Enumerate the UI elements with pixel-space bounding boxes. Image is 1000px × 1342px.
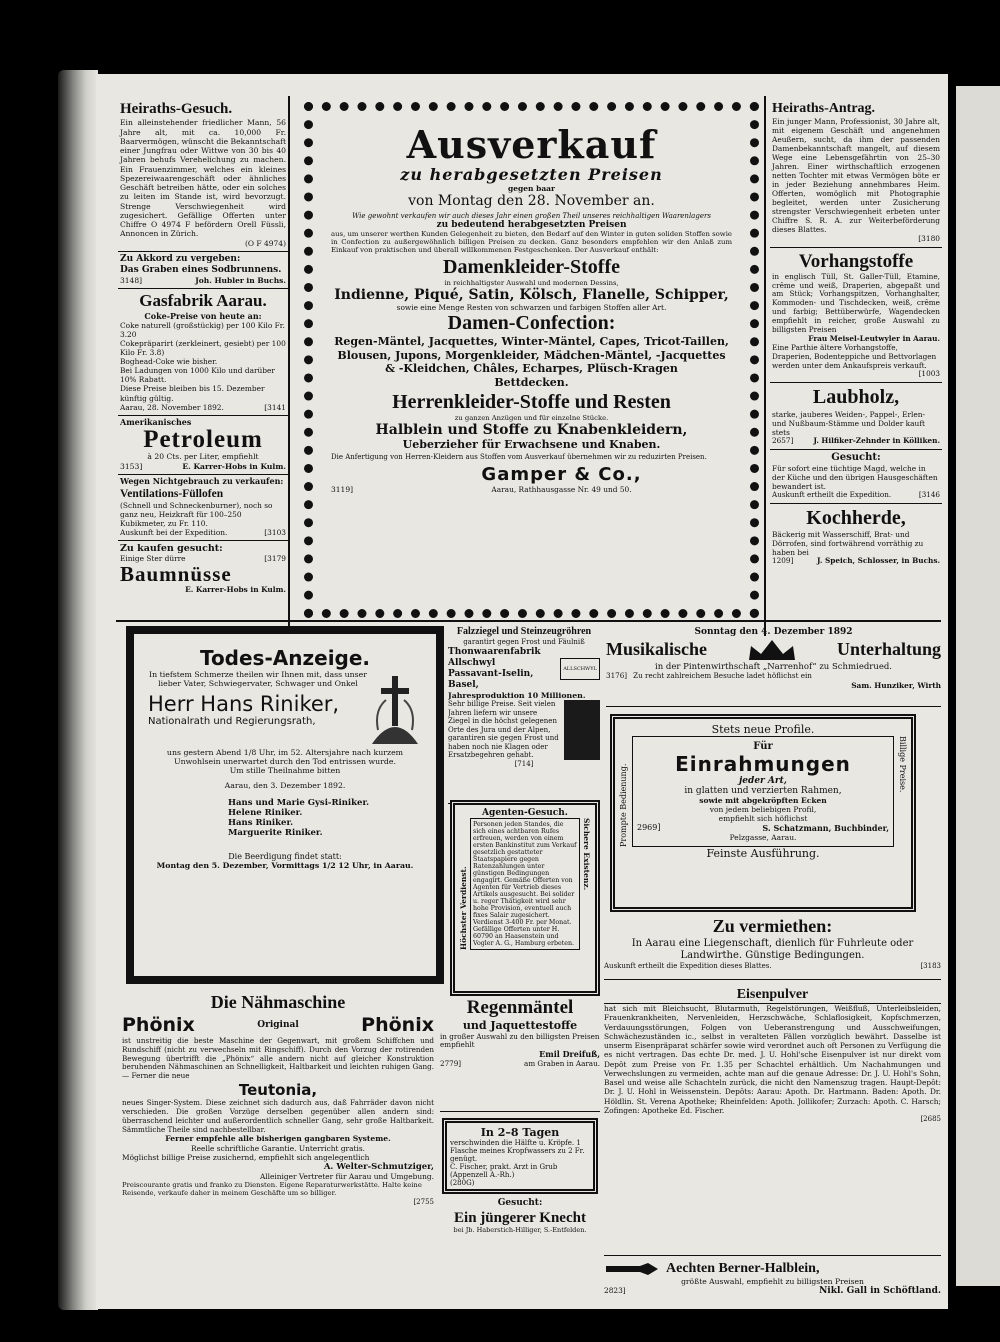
ad-intro2: zu bedeutend herabgesetzten Preisen <box>436 219 627 230</box>
side-label-right: Sichere Existenz. <box>582 818 591 891</box>
left-column <box>118 98 288 620</box>
ad-title: Gesucht: <box>831 451 881 463</box>
ad-num: 3119] <box>331 485 354 495</box>
ad-laubholz <box>770 383 942 449</box>
ad-num: [2685 <box>920 1115 941 1124</box>
ad-date: Aarau, 28. November 1892. <box>120 402 224 412</box>
ad-body3: Ferner empfehle alle bisherigen gangbaren Systeme. <box>165 1134 391 1144</box>
ad-sign: J. Hilfiker-Zehnder in Kölliken. <box>813 435 940 445</box>
heading-herrenkleider: Herrenkleider-Stoffe und Resten <box>392 391 671 414</box>
ad-body: Ein junger Mann, Professionist, 30 Jahre alt, mit eigenem Geschäft und angenehmen Aeußern, sucht, da ihm der passenden Damenbekanntschaft mangelt, auf diesem Wege eine Lebensgefährtin von 25–30 Jahren. Einer wirthschaftlich erzogenen netten Tochter mit etwas Vermögen böte er in jeder Beziehung annehmbares Heim. Offerten, womöglich mit Photographie begleitet, werden unter Zusicherung strengster Verschwiegenheit erbeten unter Chiffre S. R. A. zur Weiterbeförderung dieses Blattes. <box>772 117 940 235</box>
ad-title: Heiraths-Antrag. <box>772 101 876 116</box>
ad-body: hat sich mit Bleichsucht, Blutarmuth, Regelstörungen, Weißfluß, Unterleibsleiden, Frauenkrankheiten, Nervenleiden, Herzschwäche, Schlaflosigkeit, Kopfschmerzen, Verdauungsstörungen, Folgen von Ueberanstrengung und Ausschweifungen, Schwächezuständen ic., selbst in veralteten Fällen vorzüglich bewährt. Dasselbe ist unserm Eisenpräparat schärfer sowie wird verordnet auch oft Personen zu Verfügung die es nicht vertragen. Das echte Dr. med. J. U. Hohl'sche Eisenpulver ist nur direkt vom Depôt zum Preise von Fr. 1.35 per Schachtel erhältlich. Um Nachahmungen und Verwechslungen zu vermeiden, achte man auf die genaue Adresse: Dr. J. U. Hohl's Sohn, Basel und weise alle Schachteln zurück, die nicht den Namenszug tragen. Haupt-Depôt: Dr. J. U. Hohl in Weissenstein. Depôts: Aarau: Apoth. Dr. Hartmann. Baden: Apoth. Dr. Höldlin. St. Verena Apotheke; Rheinfelden: Apoth. Jollikofer; Zurzach: Apoth. C. Harsch; Zofingen: Apotheke Ed. Fischer. <box>604 1004 941 1115</box>
ad-num: [3146 <box>918 490 940 500</box>
ad-kropf <box>442 1118 598 1194</box>
item-line: Bettdecken. <box>494 376 569 390</box>
ad-gasfabrik <box>118 289 288 416</box>
ad-sign: S. Schatzmann, Buchbinder, <box>762 823 889 833</box>
ad-falzziegel <box>448 626 600 804</box>
ad-einrahmungen <box>610 714 916 912</box>
ad-body: In Aarau eine Liegenschaft, dienlich für Fuhrleute oder Landwirthe. Günstige Bedingungen. <box>631 937 914 962</box>
ad-body5: Möglichst billige Preise zusichernd, empfiehlt sich angelegentlich <box>122 1152 370 1162</box>
ad-line: Bei Ladungen von 1000 Kilo und darüber 10% Rabatt. <box>120 366 275 385</box>
side-label-left: Höchster Verdienst. <box>459 866 468 950</box>
ad-num: [714] <box>514 760 534 769</box>
ad-role: Nationalrath und Regierungsrath, <box>148 716 316 727</box>
item-line: Die Anfertigung von Herren-Kleidern aus Stoffen vom Ausverkauf übernehmen wir zu reduzirten Preisen. <box>331 453 707 462</box>
ad-body4: Reelle schriftliche Garantie. Unterricht gratis. <box>191 1143 365 1153</box>
ad-title2: und Jaquettestoffe <box>462 1019 578 1033</box>
ad-production: Jahresproduktion 10 Millionen. <box>448 690 586 700</box>
ad-title: Laubholz, <box>812 386 900 409</box>
ad-intro: Wie gewohnt verkaufen wir auch dieses Jahr einen großen Theil unseres reichhaltigen Waarenlagers <box>352 211 711 220</box>
ad-body3: von jedem beliebigen Profil, <box>709 805 817 814</box>
ad-num: [3141 <box>264 402 286 412</box>
ad-subtitle: garantirt gegen Frost und Fäulniß <box>463 638 585 647</box>
family-name: Helene Riniker. <box>228 808 303 818</box>
ad-body: in großer Auswahl zu den billigsten Preisen empfiehlt <box>440 1031 600 1050</box>
ad-title: Einrahmungen <box>675 752 851 776</box>
ad-vermiethen <box>604 916 941 980</box>
ad-body2: Zu recht zahlreichem Besuche ladet höflichst ein <box>633 671 812 681</box>
todes-anzeige <box>126 626 444 984</box>
ad-subtitle: Zu kaufen gesucht: <box>120 542 223 554</box>
ad-num: 2657] <box>772 435 794 445</box>
heading-sub: zu ganzen Anzügen und für einzelne Stücke. <box>454 414 609 423</box>
ad-title2: Ein jüngerer Knecht <box>454 1209 586 1226</box>
ad-num: 3176] <box>606 671 628 681</box>
ad-sign: Frau Meisel-Leutwyler in Aarau. <box>808 333 940 343</box>
ad-num: [1003 <box>918 369 940 379</box>
ad-num: 2779] <box>440 1058 462 1068</box>
ad-subtitle: jeder Art, <box>739 776 787 786</box>
ad-body: in der Pintenwirthschaft „Narrenhof“ zu Schmiedrued. <box>655 661 892 672</box>
heading-damenkleider: Damenkleider-Stoffe <box>443 255 620 278</box>
ad-body: ist unstreitig die beste Maschine der Gegenwart, mit großem Schiffchen und Rundschiff (nicht zu verwechseln mit Ringschiff). Durch den Vorzug der rotirenden Bewegung übertrifft die „Phönix“ alle andern nicht auf gleicher Konstruktion beruhenden Nähmaschinen an Schnelligkeit, Haltbarkeit und leichten ruhigen Gang. — Ferner die neue <box>122 1036 434 1081</box>
ad-burial: Die Beerdigung findet statt: <box>228 852 342 861</box>
ad-subtitle: Wegen Nichtgebrauch zu verkaufen: <box>120 475 284 486</box>
ad-sign: E. Karrer-Hobs in Kulm. <box>182 461 286 471</box>
ad-body: Personen jeden Standes, die sich eines achtbaren Rufes erfreuen, werden von einem ersten Bankinstitut zum Verkauf gesetzlich gestatteter Staatspapiere gegen Ratenzahlungen unter günstigen Bedingungen engagirt. Gemäße Offerten von Agenten für Vertrieb dieses Artikels ausgesucht. Bei solider u. reger Thätigkeit wird sehr hohe Provision, eventuell auch fixes Salair zugesichert. Verdienst 3-400 Fr. per Monat. <box>473 821 577 926</box>
ad-sign: Sam. Hunziker, Wirth <box>851 681 941 691</box>
ad-body4: empfiehlt sich höflichst <box>718 814 808 823</box>
ad-firm2: Passavant-Iselin, Basel, <box>448 668 534 690</box>
ad-date: Sonntag den 4. Dezember 1892 <box>694 627 853 637</box>
ad-akkord <box>118 252 288 289</box>
ad-body: (Schnell und Schneckenburner), noch so ganz neu, Heizkraft für 100–250 Kubikmeter, zu Fr. 110. <box>120 500 273 528</box>
item-line: sowie eine Menge Resten von schwarzen und farbigen Stoffen aller Art. <box>396 302 667 312</box>
ad-body: Ein alleinstehender friedlicher Mann, 56 Jahre alt, mit ca. 10,000 Fr. Baarvermögen, wünscht die Bekanntschaft einer Jungfrau oder Wittwe von 30 bis 40 Jahren behufs Verehelichung zu machen. Ein Frauenzimmer, welches ein kleines Spezereiwaarengeschäft oder ähnliches Geschäft betreiben hätte, oder ein solches zu leiten im Stande ist, wird bevorzugt. Strenge Verschwiegenheit wird zugesichert. Gefällige Offerten unter Chiffre O 4974 F befördern Orell Füssli, Annoncen in Zürich. <box>120 118 286 239</box>
ad-subtitle2: Einige Ster dürre <box>120 554 186 564</box>
ad-title: Kochherde, <box>806 506 906 529</box>
ad-ventilation <box>118 475 288 541</box>
ad-title: Petroleum <box>143 426 263 454</box>
ad-petroleum <box>118 416 288 475</box>
ad-line: Cokepräparirt (zerkleinert, gesiebt) per 100 Kilo Fr. 3.8) <box>120 339 286 358</box>
ad-agenten <box>450 800 600 996</box>
family-name: Marguerite Riniker. <box>228 828 323 838</box>
family-name: Hans Riniker. <box>228 818 294 828</box>
family-name: Hans und Marie Gysi-Riniker. <box>228 798 370 808</box>
ad-sign: J. Speich, Schlosser, in Buchs. <box>817 556 940 566</box>
ad-name: Herr Hans Riniker, <box>148 692 340 716</box>
ad-line: Boghead-Coke wie bisher. <box>120 357 218 367</box>
ad-sign: C. Fischer, prakt. Arzt in Grub (Appenzell A.-Rh.) <box>450 1163 558 1179</box>
ad-body3: Um stille Theilnahme bitten <box>229 766 341 775</box>
ad-num: [3103 <box>264 527 286 537</box>
ad-title: Zu vermiethen: <box>712 916 833 936</box>
ad-title: Regenmäntel <box>466 997 574 1018</box>
side-label-right: Billige Preise. <box>898 736 907 793</box>
ad-num: (280G) <box>450 1179 475 1187</box>
ad-title: Heiraths-Gesuch. <box>120 101 233 117</box>
ad-sign: Nikl. Gall in Schöftland. <box>819 1286 941 1297</box>
book-binding <box>58 70 98 1310</box>
ad-naehmaschine <box>122 992 434 1292</box>
brand-name: Phönix <box>361 1013 434 1036</box>
ad-body2: Gefällige Offerten unter H. 60790 an Haasenstein und Vogler A. G., Hamburg erbeten. <box>473 926 575 947</box>
ad-address: Pelzgasse, Aarau. <box>729 833 797 842</box>
ad-sign: A. Welter-Schmutziger, <box>323 1161 434 1172</box>
ad-foot: Auskunft bei der Expedition. <box>120 527 228 537</box>
ad-pre: Für <box>753 741 773 752</box>
adjacent-page-edge <box>956 86 1000 1286</box>
ad-knecht <box>440 1198 600 1250</box>
ad-address: Aarau, Rathhausgasse Nr. 49 und 50. <box>491 485 632 495</box>
ad-title: Aechten Berner-Halblein, <box>666 1261 820 1276</box>
cross-icon <box>368 670 422 748</box>
ad-num: [3180 <box>918 234 940 244</box>
ad-sign: Joh. Hubler in Buchs. <box>195 275 286 285</box>
side-label-left: Prompte Bedienung. <box>619 763 628 847</box>
logo-text: ALLSCHWYL <box>563 665 597 672</box>
heading-sub: in reichhaltigster Auswahl und modernen Dessins, <box>444 278 619 287</box>
ad-sign2: Alleiniger Vertreter für Aarau und Umgebung. <box>259 1172 434 1182</box>
column-rule-right <box>764 96 766 636</box>
section-rule <box>116 620 941 622</box>
ad-intro3: aus, um unserer werthen Kunden Gelegenheit zu bieten, den Bedarf auf den Winter in guten soliden Stoffen sowie in Confection zu außergewöhnlich billigen Preisen zu decken. Ganz besonders empfehlen wir den Anlaß zum Einkauf von praktischen und überall willkommenen Festgeschenken. Der Ausverkauf enthält: <box>331 229 732 254</box>
ad-heiraths-antrag <box>770 98 942 248</box>
ad-num: 3153] <box>120 461 143 471</box>
ad-body: größte Auswahl, empfiehlt zu billigsten Preisen <box>681 1277 864 1287</box>
ad-foot: Auskunft ertheilt die Expedition. <box>772 490 892 500</box>
ad-title: Todes-Anzeige. <box>199 646 371 670</box>
ad-foot: Auskunft ertheilt die Expedition dieses Blattes. <box>604 962 772 971</box>
ad-title: Vorhangstoffe <box>798 250 914 272</box>
ad-subtitle: zu herabgesetzten Preisen <box>400 164 663 184</box>
ad-body: In tiefstem Schmerze theilen wir Ihnen mit, dass unser lieber Vater, Schwiegervater, Schwager und Onkel <box>149 670 367 688</box>
ad-kochherde <box>770 504 942 569</box>
ad-berner-halblein <box>604 1260 941 1306</box>
ad-body: Sehr billige Preise. Seit vielen Jahren liefern wir unsere Ziegel in die höchst gelegenen Orte des Jura und der Alpen, garantiren sie gegen Frost und haben noch nie Klagen oder Ersatzbegehren gehabt. <box>448 700 559 760</box>
ad-num: 2823] <box>604 1286 626 1296</box>
ad-num: [3179 <box>264 554 286 564</box>
ad-title: Ventilations-Füllofen <box>120 487 224 500</box>
ad-body: starke, jauberes Weiden-, Pappel-, Erlen- und Nußbaum-Stämme und Dolder kauft stets <box>772 409 926 437</box>
ad-body: in englisch Tüll, St. Galler-Tüll, Etamine, crême und weiß, Draperien, abgepaßt und am Stück; Vorhangspitzen, Vorhanghalter, Kommoden- und Tischdecken, weiß, crême und farbig; Bettüberwürfe, Wagendecken empfiehlt in reicher, große Auswahl zu billigsten Preisen <box>772 271 940 335</box>
ad-title: Gesucht: <box>497 1198 543 1208</box>
ad-title: Falzziegel und Steinzeugröhren <box>456 626 592 637</box>
ad-firm: Gamper & Co., <box>481 464 642 486</box>
ad-num: 1209] <box>772 556 794 566</box>
ad-body2: sowie mit abgekröpften Ecken <box>699 796 827 805</box>
ad-sign: E. Karrer-Hobs in Kulm. <box>185 585 286 595</box>
crown-icon <box>747 638 797 662</box>
item-line: Regen-Mäntel, Jacquettes, Winter-Mäntel, Capes, Tricot-Taillen, Blousen, Jupons, Morgenkleider, Mädchen-Mäntel, -Jacquettes & -Kleidchen, Châles, Echarpes, Plüsch-Kragen <box>334 334 729 376</box>
ad-num: 3148] <box>120 275 143 285</box>
ad-body: Das Graben eines Sodbrunnens. <box>120 264 282 275</box>
ad-body: bei Jb. Haberstich-Hilliger, S.-Entfelden. <box>453 1226 587 1235</box>
tile-image <box>564 700 600 760</box>
column-rule-left <box>288 96 290 636</box>
ad-title: Die Nähmaschine <box>210 992 346 1012</box>
ad-title: Gasfabrik Aarau. <box>139 290 267 310</box>
ad-body: Bäckerig mit Wasserschiff, Brat- und Dörrofen, sind fortwährend vorräthig zu haben bei <box>772 530 924 558</box>
ad-line: Coke naturell (großstückig) per 100 Kilo Fr. 3.20 <box>120 321 285 340</box>
ad-regenmaentel <box>440 996 600 1112</box>
ad-line: Diese Preise bleiben bis 15. Dezember künftig gültig. <box>120 384 265 403</box>
brand-logo <box>560 658 600 680</box>
ad-title: Eisenpulver <box>604 986 941 1004</box>
ad-firm: Thonwaarenfabrik Allschwyl <box>448 646 541 668</box>
ad-subtitle2: gegen baar <box>507 183 555 193</box>
ad-num: [3183 <box>920 962 941 971</box>
ad-title: Zu Akkord zu vergeben: <box>120 253 241 264</box>
ad-sign2: am Graben in Aarau. <box>524 1058 600 1068</box>
ad-sign: Emil Dreifuß, <box>539 1049 600 1060</box>
right-column <box>770 98 942 620</box>
ad-musikalische <box>606 627 941 707</box>
ad-foot: Feinste Ausführung. <box>706 847 820 860</box>
ad-body2: Eine Parthie ältere Vorhangstoffe, Draperien, Bodenteppiche und Bettvorlagen werden unter dem Ankaufspreis verkauft. <box>772 342 937 370</box>
ad-eisenpulver <box>604 986 941 1256</box>
ad-title: Ausverkauf <box>406 122 657 167</box>
brand-orig: Original <box>257 1020 299 1031</box>
ad-body: in glatten und verzierten Rahmen, <box>684 786 842 796</box>
ad-title2: Unterhaltung <box>836 638 941 659</box>
ad-subtitle: Coke-Preise von heute an: <box>144 310 262 321</box>
ad-date: Aarau, den 3. Dezember 1892. <box>224 781 346 790</box>
ad-baumnuesse <box>118 541 288 598</box>
newspaper-page <box>96 74 948 1309</box>
ad-title: In 2–8 Tagen <box>480 1126 560 1139</box>
ad-date: von Montag den 28. November an. <box>408 192 655 209</box>
ad-body: verschwinden die Hälfte u. Kröpfe. 1 Flasche meines Kropfwassers zu 2 Fr. genügt. <box>450 1139 585 1163</box>
ad-body2: uns gestern Abend 1/8 Uhr, im 52. Altersjahre nach kurzem Unwohlsein unerwartet durch den Tod entrissen wurde. <box>166 748 404 766</box>
heading-confection: Damen-Confection: <box>447 311 616 334</box>
ad-ref: (O F 4974) <box>244 238 286 248</box>
ad-num: 2969] <box>637 823 661 832</box>
brand-name: Phönix <box>122 1013 195 1036</box>
ad-heiraths-gesuch <box>118 98 288 252</box>
ad-burial2: Montag den 5. Dezember, Vormittags 1/2 12 Uhr, in Aarau. <box>156 861 414 870</box>
ad-foot: Preiscourante gratis und franko zu Diensten. Eigene Reparaturwerkstätte. Halte keine Reisende, verkaufe daher in meinem Geschäfte um so billiger. <box>122 1181 422 1198</box>
ad-top: Stets neue Profile. <box>711 723 815 736</box>
ad-title: Agenten-Gesuch. <box>482 808 568 818</box>
brand-teutonia: Teutonia, <box>238 1081 318 1100</box>
ad-subtitle: Amerikanisches <box>120 416 192 427</box>
ad-title: Baumnüsse <box>120 562 232 587</box>
ad-gesucht-magd <box>770 450 942 504</box>
ad-body2: neues Singer-System. Diese zeichnet sich dadurch aus, daß Fahrräder davon nicht verschieden. Die großen Vorzüge derselben gegenüber allen andern sind: überraschend leichter und außerordentlich schneller Gang, sehr große Haltbarkeit. Sämmtliche Theile sind nachbestellbar. <box>122 1098 434 1134</box>
item-line: Halblein und Stoffe zu Knabenkleidern, <box>375 422 688 439</box>
ad-body: Für sofort eine tüchtige Magd, welche in der Küche und den übrigen Hausgeschäften bewandert ist. <box>772 463 938 491</box>
ad-vorhangstoffe <box>770 248 942 384</box>
item-line: Ueberzieher für Erwachsene und Knaben. <box>402 438 661 452</box>
pointing-hand-icon <box>604 1262 660 1276</box>
ad-body: à 20 Cts. per Liter, empfiehlt <box>147 452 259 462</box>
ad-title: Musikalische <box>606 638 708 659</box>
ausverkauf-ad <box>304 102 759 618</box>
ad-num: [2755 <box>413 1197 434 1206</box>
item-line: Indienne, Piqué, Satin, Kölsch, Flanelle, Schipper, <box>334 286 729 303</box>
